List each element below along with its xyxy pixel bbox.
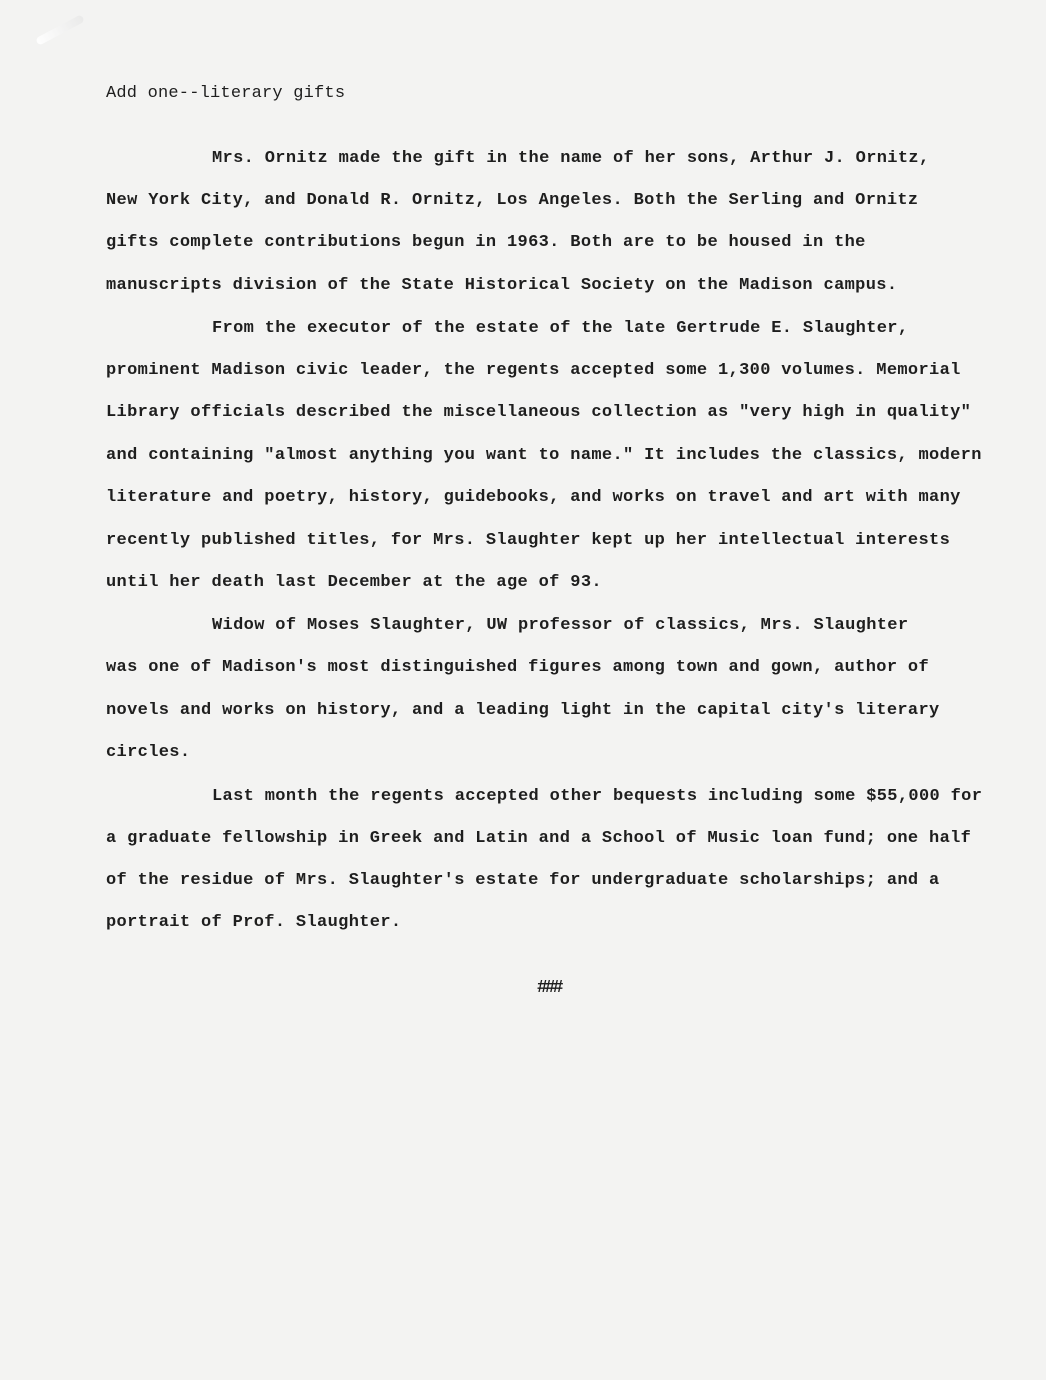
- text-line: manuscripts division of the State Historical Society on the Madison campus.: [106, 276, 898, 295]
- text-line: was one of Madison's most distinguished figures among town and gown, author of: [106, 658, 930, 677]
- text-line: literature and poetry, history, guidebooks, and works on travel and art with many: [106, 488, 961, 507]
- text-line: and containing "almost anything you want to name." It includes the classics, modern: [106, 446, 982, 465]
- text-line: gifts complete contributions begun in 1963. Both are to be housed in the: [106, 233, 866, 252]
- text-line: Library officials described the miscellaneous collection as "very high in quality": [106, 403, 972, 422]
- text-line: Last month the regents accepted other bequests including some $55,000 for: [212, 787, 983, 806]
- scan-artifact: [35, 14, 85, 45]
- end-mark: ###: [537, 978, 561, 998]
- text-line: New York City, and Donald R. Ornitz, Los Angeles. Both the Serling and Ornitz: [106, 191, 919, 210]
- text-line: Widow of Moses Slaughter, UW professor of classics, Mrs. Slaughter: [212, 616, 909, 635]
- text-line: Mrs. Ornitz made the gift in the name of her sons, Arthur J. Ornitz,: [212, 149, 930, 168]
- text-line: prominent Madison civic leader, the regents accepted some 1,300 volumes. Memorial: [106, 361, 961, 380]
- page-slug: Add one--literary gifts: [106, 84, 346, 103]
- text-line: novels and works on history, and a leading light in the capital city's literary: [106, 701, 940, 720]
- text-line: until her death last December at the age of 93.: [106, 573, 602, 592]
- text-line: portrait of Prof. Slaughter.: [106, 913, 402, 932]
- text-line: of the residue of Mrs. Slaughter's estate for undergraduate scholarships; and a: [106, 871, 940, 890]
- text-line: recently published titles, for Mrs. Slaughter kept up her intellectual interests: [106, 531, 951, 550]
- text-line: a graduate fellowship in Greek and Latin and a School of Music loan fund; one half: [106, 829, 972, 848]
- text-line: circles.: [106, 743, 191, 762]
- text-line: From the executor of the estate of the late Gertrude E. Slaughter,: [212, 319, 909, 338]
